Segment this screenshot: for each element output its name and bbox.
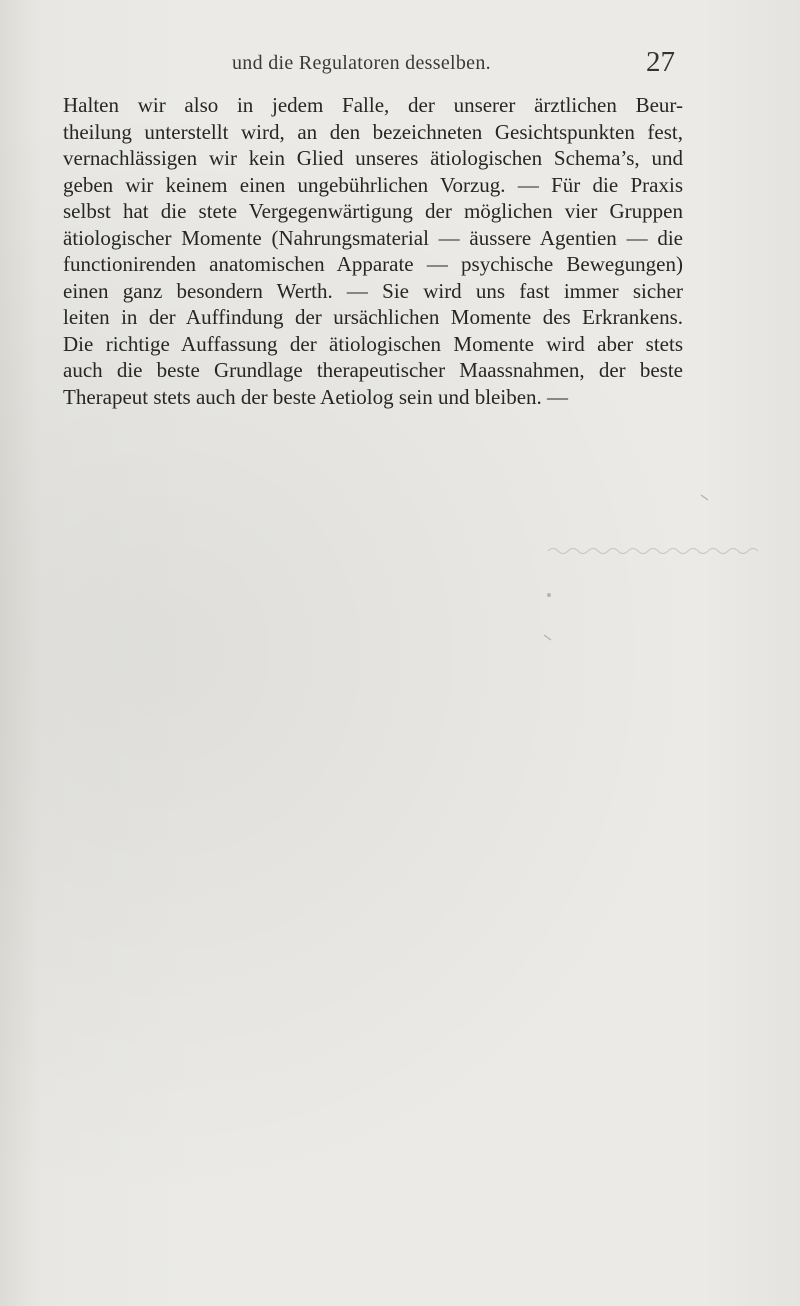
- running-header: [0, 46, 800, 80]
- body-paragraph: [63, 92, 683, 410]
- text-line: ätiologischer Momente (Nahrungsmaterial — äussere Agentien — die: [63, 225, 683, 250]
- running-title: und die Regulatoren desselben.: [232, 52, 491, 74]
- text-line: selbst hat die stete Vergegenwärtigung der möglichen vier Gruppen: [63, 199, 683, 223]
- text-line: einen ganz besondern Werth. — Sie wird uns fast immer sicher: [63, 278, 683, 303]
- print-artifact-mark: [543, 633, 553, 643]
- text-line: geben wir keinem einen ungebührlichen Vorzug. — Für die Praxis: [63, 172, 683, 197]
- text-line: leiten in der Auffindung der ursächlichen Momente des Erkrankens.: [63, 305, 683, 329]
- text-line: auch die beste Grundlage therapeutischer Maassnahmen, der beste: [63, 358, 683, 382]
- text-line: vernachlässigen wir kein Glied unseres ätiologischen Schema’s, und: [63, 146, 683, 170]
- text-line: functionirenden anatomischen Apparate — psychische Bewegungen): [63, 252, 683, 276]
- print-artifact-wave: [548, 545, 758, 557]
- text-line: theilung unterstellt wird, an den bezeichneten Gesichtspunkten fest,: [63, 119, 683, 144]
- print-artifact-dot: [546, 592, 552, 598]
- print-artifact-mark: [700, 493, 710, 503]
- text-line: Therapeut stets auch der beste Aetiolog sein und bleiben. —: [63, 384, 569, 409]
- text-line: Die richtige Auffassung der ätiologischen Momente wird aber stets: [63, 331, 683, 356]
- page-number: 27: [646, 46, 675, 78]
- text-line: Halten wir also in jedem Falle, der unserer ärztlichen Beur-: [63, 93, 683, 117]
